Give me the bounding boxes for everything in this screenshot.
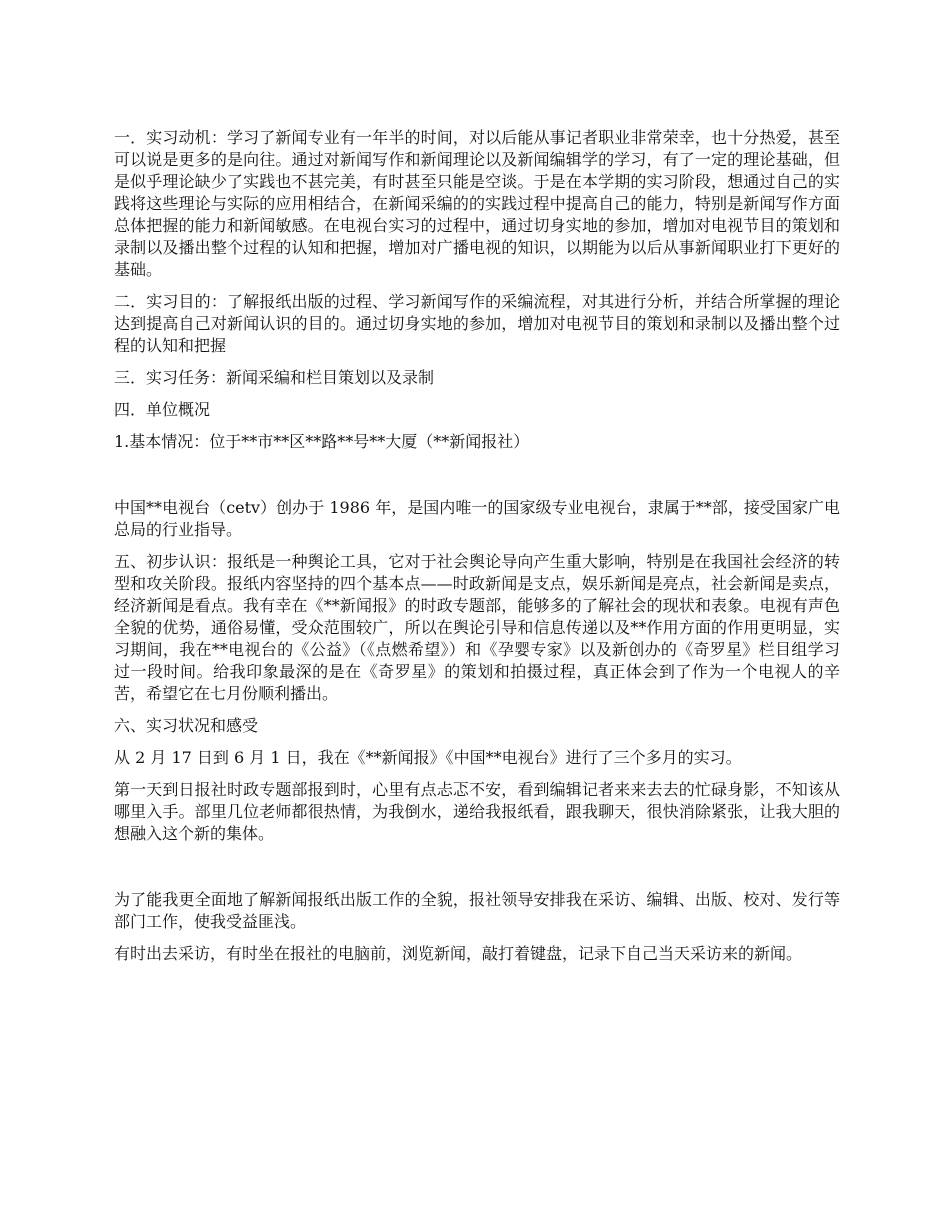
paragraph-unit-overview: 四．单位概况 [114, 400, 211, 419]
paragraph-departments: 为了能我更全面地了解新闻报纸出版工作的全貌，报社领导安排我在采访、编辑、出版、校对、发行等部门工作，使我受益匪浅。 [114, 890, 840, 931]
paragraph-daily-work: 有时出去采访，有时坐在报社的电脑前，浏览新闻，敲打着键盘，记录下自己当天采访来的新闻。 [114, 944, 803, 963]
blank-space [114, 463, 840, 497]
paragraph-basic-info: 1.基本情况：位于**市**区**路**号**大厦（**新闻报社） [114, 432, 530, 451]
document-page [114, 127, 840, 975]
paragraph-internship-heading: 六、实习状况和感受 [114, 716, 259, 735]
paragraph-tasks: 三．实习任务：新闻采编和栏目策划以及录制 [114, 368, 435, 387]
paragraph-motivation: 一．实习动机：学习了新闻专业有一年半的时间，对以后能从事记者职业非常荣幸，也十分热爱，甚至可以说是更多的是向往。通过对新闻写作和新闻理论以及新闻编辑学的学习，有了一定的理论基础，但是似乎理论缺少了实践也不甚完美，有时甚至只能是空谈。于是在本学期的实习阶段，想通过自己的实践将这些理论与实际的应用相结合，在新闻采编的的实践过程中提高自己的能力，特别是新闻写作方面总体把握的能力和新闻敏感。在电视台实习的过程中，通过切身实地的参加，增加对电视节目的策划和录制以及播出整个过程的认知和把握，增加对广播电视的知识，以期能为以后从事新闻职业打下更好的基础。 [114, 128, 840, 279]
paragraph-initial-understanding: 五、初步认识：报纸是一种舆论工具，它对于社会舆论导向产生重大影响，特别是在我国社会经济的转型和攻关阶段。报纸内容坚持的四个基本点——时政新闻是支点，娱乐新闻是亮点，社会新闻是卖点，经济新闻是看点。我有幸在《**新闻报》的时政专题部，能够多的了解社会的现状和表象。电视有声色全貌的优势，通俗易懂，受众范围较广，所以在舆论引导和信息传递以及**作用方面的作用更明显，实习期间，我在**电视台的《公益》（《点燃希望》）和《孕婴专家》以及新创办的《奇罗星》栏目组学习过一段时间。给我印象最深的是在《奇罗星》的策划和拍摄过程，真正体会到了作为一个电视人的辛苦，希望它在七月份顺利播出。 [114, 552, 840, 703]
paragraph-cetv: 中国**电视台（cetv）创办于 1986 年，是国内唯一的国家级专业电视台，隶属于**部，接受国家广电总局的行业指导。 [114, 498, 840, 539]
paragraph-purpose: 二．实习目的：了解报纸出版的过程、学习新闻写作的采编流程，对其进行分析，并结合所掌握的理论达到提高自己对新闻认识的目的。通过切身实地的参加，增加对电视节目的策划和录制以及播出整个过程的认知和把握 [114, 292, 840, 355]
paragraph-internship-period: 从 2 月 17 日到 6 月 1 日，我在《**新闻报》《中国**电视台》进行了三个多月的实习。 [114, 748, 742, 767]
blank-space [114, 855, 840, 889]
paragraph-first-day: 第一天到日报社时政专题部报到时，心里有点忐忑不安，看到编辑记者来来去去的忙碌身影，不知该从哪里入手。部里几位老师都很热情，为我倒水，递给我报纸看，跟我聊天，很快消除紧张，让我大胆的想融入这个新的集体。 [114, 780, 840, 843]
